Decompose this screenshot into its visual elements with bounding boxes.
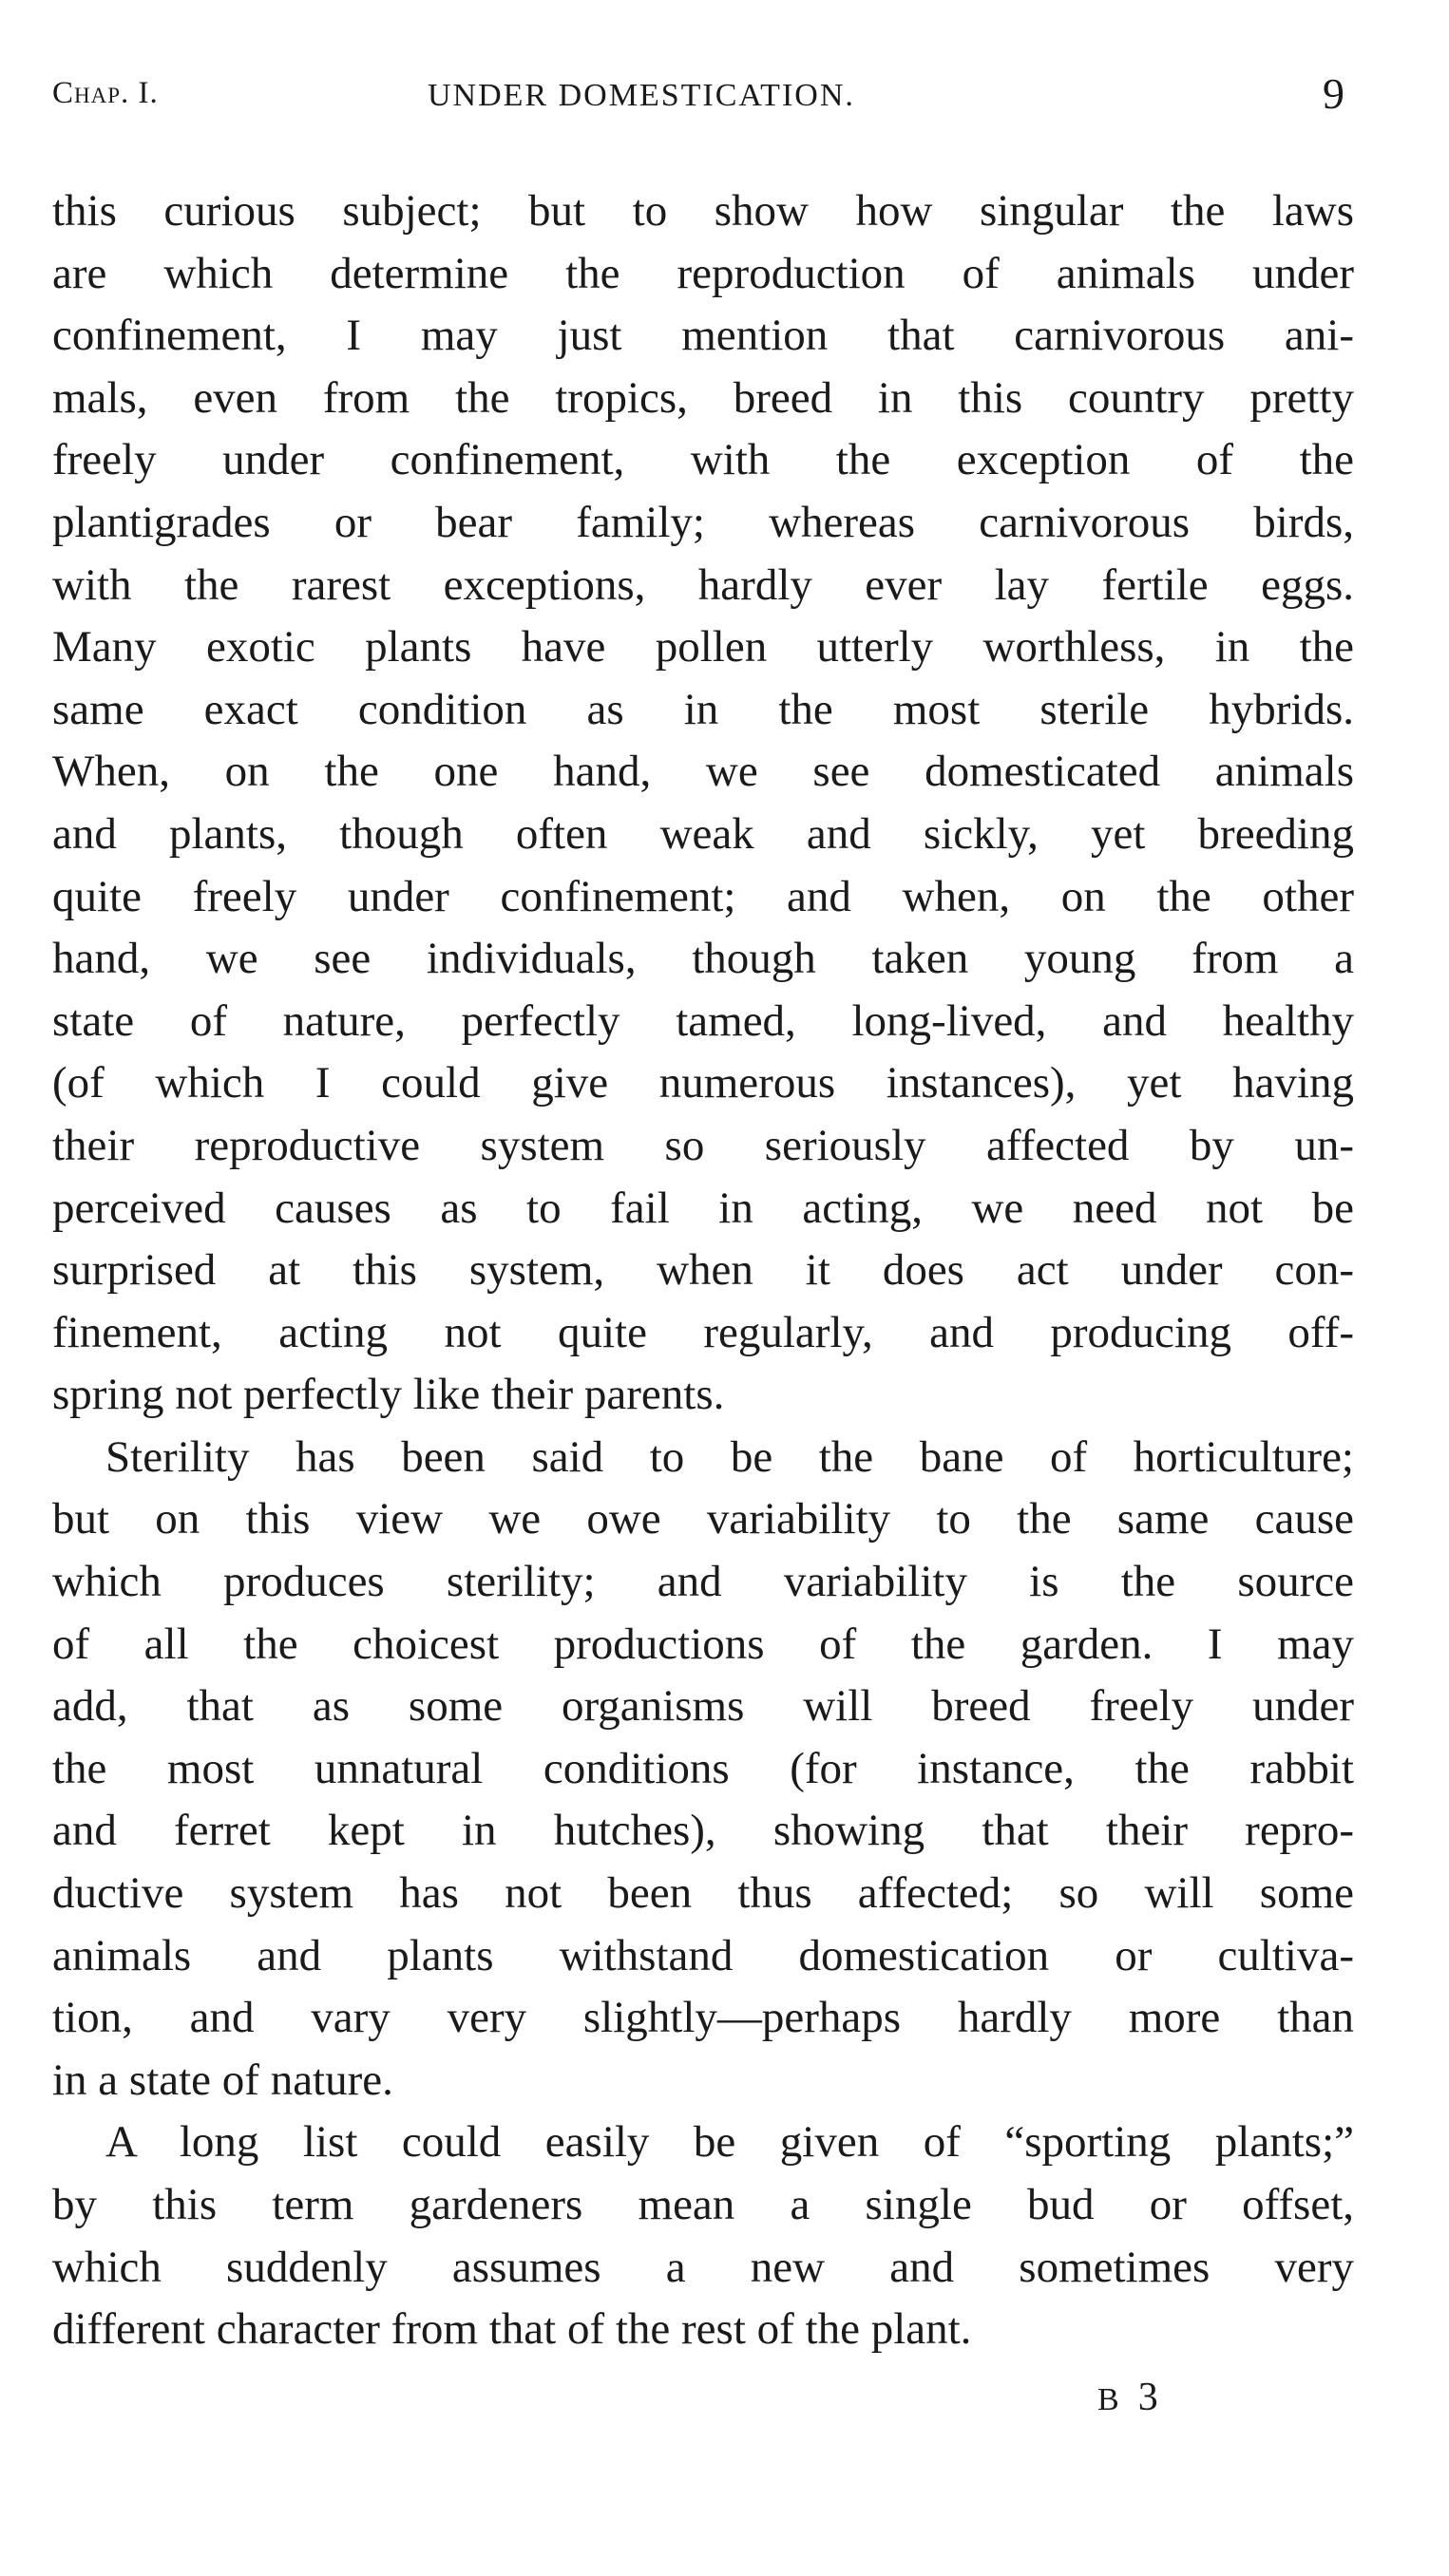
text-line: same exact condition as in the most sterile hybrids.: [52, 684, 1354, 734]
text-line: which produces sterility; and variability is the source: [52, 1557, 1354, 1607]
running-title: UNDER DOMESTICATION.: [428, 78, 855, 113]
text-line: tion, and vary very slightly—perhaps hardly more than: [52, 1993, 1354, 2043]
text-line: this curious subject; but to show how singular the laws: [52, 186, 1354, 236]
text-line: spring not perfectly like their parents.: [52, 1370, 725, 1420]
text-line: and ferret kept in hutches), showing that their repro-: [52, 1806, 1354, 1856]
text-line: add, that as some organisms will breed freely under: [52, 1681, 1354, 1732]
printer-signature-mark: [1097, 2375, 1160, 2420]
text-line: but on this view we owe variability to the same cause: [52, 1494, 1354, 1544]
text-line: Many exotic plants have pollen utterly worthless, in the: [52, 622, 1354, 672]
body-text: [52, 180, 1354, 2361]
signature-letter: B: [1097, 2382, 1121, 2417]
text-line: A long list could easily be given of “sporting plants;”: [105, 2117, 1354, 2168]
text-line: mals, even from the tropics, breed in this country pretty: [52, 372, 1354, 423]
text-line: Sterility has been said to be the bane of horticulture;: [105, 1431, 1354, 1482]
text-line: perceived causes as to fail in acting, we need not be: [52, 1183, 1354, 1233]
running-head: [52, 66, 1344, 123]
text-line: When, on the one hand, we see domesticated animals: [52, 747, 1354, 797]
text-line: ductive system has not been thus affected; so will some: [52, 1868, 1354, 1919]
text-line: by this term gardeners mean a single bud or offset,: [52, 2180, 1354, 2229]
text-line: the most unnatural conditions (for instance, the rabbit: [52, 1743, 1354, 1793]
signature-number: 3: [1137, 2376, 1160, 2419]
text-line: hand, we see individuals, though taken young from a: [52, 934, 1354, 984]
text-line: (of which I could give numerous instances), yet having: [52, 1058, 1354, 1108]
page-number: 9: [1323, 69, 1344, 118]
text-line: in a state of nature.: [52, 2055, 393, 2105]
text-line: finement, acting not quite regularly, and producing off-: [52, 1307, 1354, 1357]
text-line: different character from that of the rest of the plant.: [52, 2304, 972, 2355]
text-line: animals and plants withstand domestication or cultiva-: [52, 1930, 1354, 1980]
text-line: quite freely under confinement; and when, on the other: [52, 871, 1354, 921]
text-line: of all the choicest productions of the garden. I may: [52, 1619, 1354, 1669]
text-line: which suddenly assumes a new and sometimes very: [52, 2242, 1354, 2292]
text-line: freely under confinement, with the exception of the: [52, 435, 1354, 485]
paragraph: [52, 2112, 1354, 2360]
text-line: with the rarest exceptions, hardly ever lay fertile eggs.: [52, 559, 1354, 610]
text-line: are which determine the reproduction of animals under: [52, 248, 1354, 298]
text-line: plantigrades or bear family; whereas carnivorous birds,: [52, 497, 1354, 547]
text-line: their reproductive system so seriously affected by un-: [52, 1120, 1354, 1170]
chapter-label: Chap. I.: [52, 76, 159, 110]
text-line: state of nature, perfectly tamed, long-lived, and healthy: [52, 995, 1354, 1046]
text-line: and plants, though often weak and sickly, yet breeding: [52, 808, 1354, 859]
text-line: surprised at this system, when it does act under con-: [52, 1245, 1354, 1296]
paragraph: [52, 180, 1354, 1427]
paragraph: [52, 1427, 1354, 2112]
text-line: confinement, I may just mention that carnivorous ani-: [52, 311, 1354, 361]
